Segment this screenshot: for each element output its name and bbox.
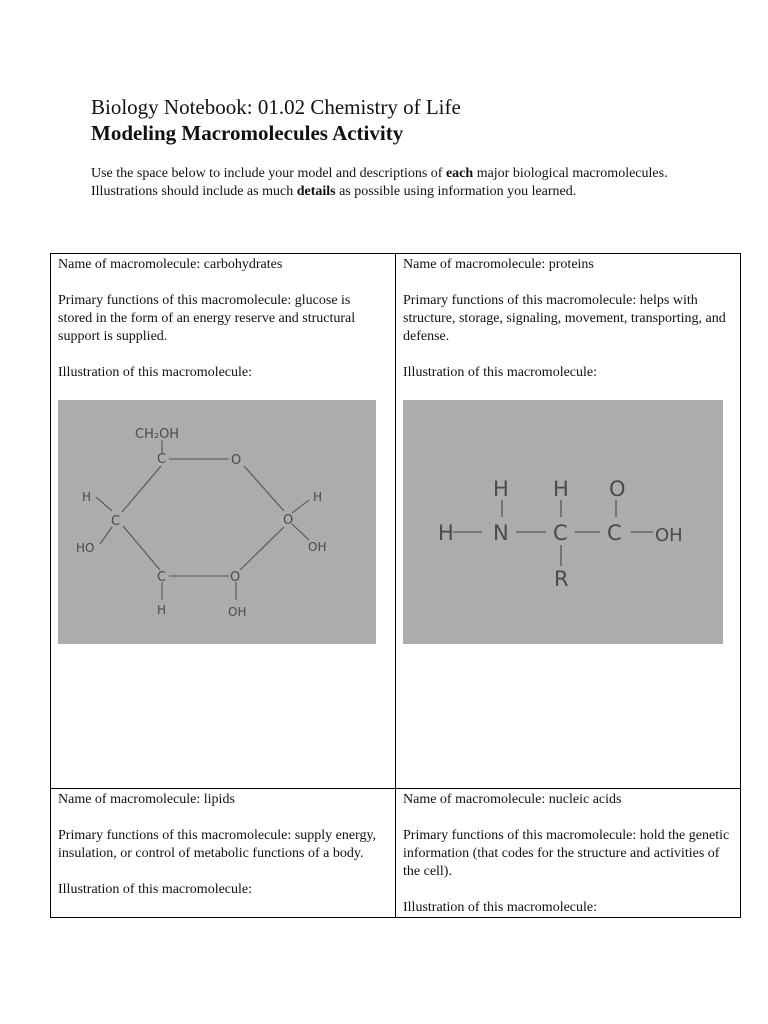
instructions xyxy=(91,165,691,201)
label-o-bottom: O xyxy=(230,570,241,585)
label-c-carboxyl: C xyxy=(607,521,622,545)
label-h-bottom: H xyxy=(157,603,167,617)
macromolecule-table xyxy=(50,253,741,918)
label-h-left: H xyxy=(438,521,454,545)
label-oh-bottom: OH xyxy=(228,605,247,619)
label-c-top: C xyxy=(157,452,167,467)
macromolecule-name: Name of macromolecule: nucleic acids xyxy=(403,792,622,807)
label-oh-right: OH xyxy=(308,540,327,554)
illustration-label: Illustration of this macromolecule: xyxy=(58,882,253,897)
amino-acid-drawing xyxy=(403,400,723,644)
cell-nucleic-acids xyxy=(396,789,741,918)
macromolecule-name: Name of macromolecule: carbohydrates xyxy=(58,257,283,272)
instructions-text-1: Use the space below to include your model and descriptions of xyxy=(91,166,446,181)
page-title: Biology Notebook: 01.02 Chemistry of Life xyxy=(91,95,461,119)
illustration-label: Illustration of this macromolecule: xyxy=(58,365,253,380)
glucose-drawing xyxy=(58,400,376,644)
instructions-text-3: as possible using information you learned. xyxy=(335,184,577,199)
cell-proteins xyxy=(396,254,741,789)
macromolecule-functions: Primary functions of this macromolecule: helps with structure, storage, signaling, movement, transporting, and defense. xyxy=(403,293,726,344)
macromolecule-name: Name of macromolecule: lipids xyxy=(58,792,235,807)
label-ch2oh: CH₂OH xyxy=(135,427,180,442)
label-ho-left: HO xyxy=(76,541,95,555)
label-h-right: H xyxy=(313,490,323,504)
instructions-bold-details: details xyxy=(296,184,336,199)
label-o-top: O xyxy=(609,477,626,501)
label-h-top-2: H xyxy=(553,477,569,501)
table-row xyxy=(51,254,741,789)
macromolecule-functions: Primary functions of this macromolecule: glucose is stored in the form of an energy reserve and structural support is supplied. xyxy=(58,293,356,344)
label-oh: OH xyxy=(655,525,683,546)
illustration-label: Illustration of this macromolecule: xyxy=(403,365,598,380)
macromolecule-name: Name of macromolecule: proteins xyxy=(403,257,594,272)
label-o-ring: O xyxy=(231,453,242,468)
label-c-left: C xyxy=(111,514,121,529)
label-h-top-1: H xyxy=(493,477,509,501)
macromolecule-functions: Primary functions of this macromolecule: supply energy, insulation, or control of metabolic functions of a body. xyxy=(58,828,377,861)
label-o-right: O xyxy=(283,513,294,528)
activity-title: Modeling Macromolecules Activity xyxy=(91,121,404,145)
label-n: N xyxy=(493,521,509,545)
label-c-alpha: C xyxy=(553,521,568,545)
label-r-group: R xyxy=(554,567,569,591)
macromolecule-functions: Primary functions of this macromolecule: hold the genetic information (that codes for the structure and activities of the cell). xyxy=(403,828,730,879)
illustration-label: Illustration of this macromolecule: xyxy=(403,900,598,915)
instructions-text-2: major biological macromolecules. Illustrations should include as much xyxy=(91,166,668,199)
label-h-left: H xyxy=(82,490,92,504)
table-row xyxy=(51,789,741,918)
instructions-bold-each: each xyxy=(445,166,474,181)
cell-carbohydrates xyxy=(51,254,396,789)
label-c-bottom: C xyxy=(157,570,167,585)
cell-lipids xyxy=(51,789,396,918)
